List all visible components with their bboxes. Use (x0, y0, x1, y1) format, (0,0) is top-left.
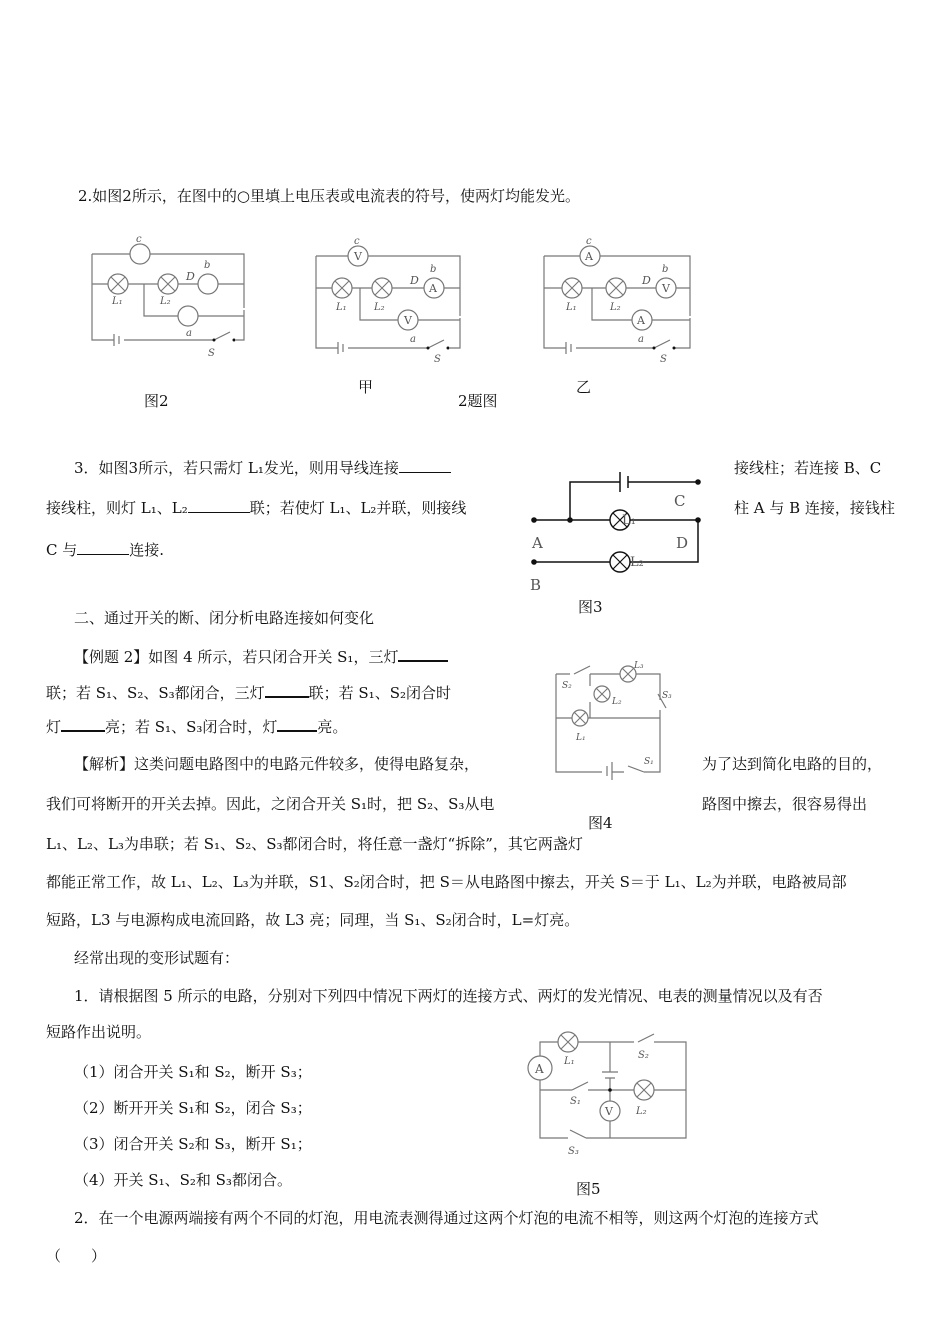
variant-item-3: （3）闭合开关 S₂和 S₃，断开 S₁； (74, 1135, 312, 1153)
figure-4-circuit (550, 660, 690, 780)
analysis-line4: 都能正常工作，故 L₁、L₂、L₃为并联，S1、S₂闭合时，把 S＝从电路图中擦去，开关 S＝于 L₁、L₂为并联，电路被局部 (46, 873, 847, 891)
label-S: S (208, 348, 215, 359)
analysis-line1-b: 为了达到简化电路的目的， (702, 755, 883, 773)
label-b: b (204, 260, 211, 271)
figure-5-circuit (524, 1030, 694, 1160)
meter-V-fig5: V (605, 1105, 613, 1118)
figure-jia-circuit (310, 236, 480, 370)
figure-3-circuit (526, 466, 716, 596)
label-S-jia: S (434, 354, 441, 365)
fig5-caption: 图5 (576, 1180, 601, 1198)
fig5-label-L1: L₁ (564, 1056, 575, 1067)
label-b-yi: b (662, 264, 669, 275)
example-line1-text: 【例题 2】如图 4 所示，若只闭合开关 S₁，三灯 (74, 648, 399, 666)
q3-line3 (46, 540, 164, 560)
example-line3-a: 灯 (46, 718, 62, 736)
fig4-label-S1: S₁ (644, 757, 654, 767)
fig3-label-L1: L₁ (622, 513, 636, 528)
example-line2-b: 联；若 S₁、S₂闭合时 (308, 684, 451, 702)
q3-line1-b: 接线柱；若连接 B、C (734, 459, 882, 477)
example-line3-c: 亮。 (317, 718, 348, 736)
fig2-caption: 图2 (144, 392, 169, 410)
label-c: c (136, 234, 142, 245)
meter-A-fig5: A (535, 1062, 544, 1076)
variants-intro: 经常出现的变形试题有： (74, 949, 240, 967)
label-D: D (186, 270, 195, 283)
analysis-line2-b: 路图中擦去，很容易得出 (702, 795, 868, 813)
label-a-jia: a (410, 334, 416, 345)
blank (398, 646, 448, 662)
example-line3-b: 亮；若 S₁、S₃闭合时，灯 (105, 718, 278, 736)
fig5-label-S2: S₂ (638, 1050, 649, 1061)
label-D-yi: D (642, 274, 651, 287)
q3-line2 (46, 498, 466, 518)
q3-line3-a: C 与 (46, 541, 78, 559)
variant-item-1: （1）闭合开关 S₁和 S₂，断开 S₃； (74, 1063, 312, 1081)
fig3-caption: 图3 (578, 598, 603, 616)
analysis-line5: 短路，L3 与电源构成电流回路，故 L3 亮；同理，当 S₁、S₂闭合时，L=灯亮。 (46, 911, 580, 929)
fig5-label-S3: S₃ (568, 1146, 579, 1157)
label-L2: L₂ (160, 296, 171, 307)
fig2-title-caption: 2题图 (458, 392, 498, 410)
fig4-caption: 图4 (588, 814, 613, 832)
fig5-label-L2: L₂ (636, 1106, 647, 1117)
q3-line2-b: 联；若使灯 L₁、L₂并联，则接线 (249, 499, 467, 517)
label-a: a (186, 328, 192, 339)
q3-line1-a: 3．如图3所示，若只需灯 L₁发光，则用导线连接 (74, 459, 399, 477)
q3-line1 (74, 458, 451, 478)
section2-heading: 二、通过开关的断、闭分析电路连接如何变化 (74, 609, 375, 627)
label-S-yi: S (660, 354, 667, 365)
label-L1-jia: L₁ (336, 302, 347, 313)
label-L2-yi: L₂ (610, 302, 621, 313)
example-line3 (46, 716, 347, 737)
fig3-label-B: B (530, 576, 542, 594)
q3-line3-b: 连接. (129, 541, 165, 559)
figure-yi-circuit (540, 236, 710, 370)
blank (277, 716, 317, 732)
variant-item-2: （2）断开开关 S₁和 S₂，闭合 S₃； (74, 1099, 312, 1117)
fig4-label-L1: L₁ (576, 733, 586, 743)
label-D-jia: D (410, 274, 419, 287)
blank (77, 540, 129, 555)
meter-a-jia: V (404, 314, 412, 327)
variant-q1-line2: 短路作出说明。 (46, 1023, 152, 1041)
variant-q1-line1: 1．请根据图 5 所示的电路，分别对下列四中情况下两灯的连接方式、两灯的发光情况、电表的测量情况以及有否 (74, 987, 823, 1005)
label-c-jia: c (354, 236, 360, 247)
meter-b-yi: V (662, 282, 670, 295)
example-line2 (46, 682, 451, 703)
label-b-jia: b (430, 264, 437, 275)
jia-caption: 甲 (358, 378, 374, 396)
label-c-yi: c (586, 236, 592, 247)
example-line1 (74, 646, 448, 667)
analysis-line1-a: 【解析】这类问题电路图中的电路元件较多，使得电路复杂， (74, 755, 480, 773)
fig4-label-L3: L₃ (634, 661, 644, 671)
meter-b-jia: A (429, 282, 437, 295)
fig5-label-S1: S₁ (570, 1096, 581, 1107)
yi-caption: 乙 (576, 378, 592, 396)
analysis-line3: L₁、L₂、L₃为串联；若 S₁、S₂、S₃都闭合时，将任意一盏灯“拆除”，其它两盏灯 (46, 835, 583, 853)
analysis-line2-a: 我们可将断开的开关去掉。因此，之闭合开关 S₁时，把 S₂、S₃从电 (46, 795, 495, 813)
label-L2-jia: L₂ (374, 302, 385, 313)
fig4-label-L2: L₂ (612, 697, 622, 707)
label-L1-yi: L₁ (566, 302, 577, 313)
example-line2-a: 联；若 S₁、S₂、S₃都闭合，三灯 (46, 684, 265, 702)
meter-c-jia: V (354, 250, 362, 263)
blank (188, 498, 250, 513)
blank (399, 458, 451, 473)
blank (265, 682, 309, 698)
variant-q2-line1: 2．在一个电源两端接有两个不同的灯泡，用电流表测得通过这两个灯泡的电流不相等，则这两个灯泡的连接方式 (74, 1209, 819, 1227)
label-L1: L₁ (112, 296, 123, 307)
variant-q2-line2: （ ） (46, 1247, 107, 1265)
q3-line2-a: 接线柱，则灯 L₁、L₂ (46, 499, 188, 517)
q3-line2-c: 柱 A 与 B 连接，接钱柱 (734, 499, 895, 517)
meter-a-yi: A (637, 314, 645, 327)
figure-2-circuit (86, 232, 256, 362)
fig4-label-S2: S₂ (562, 681, 572, 691)
fig3-label-C: C (674, 492, 686, 510)
label-a-yi: a (638, 334, 644, 345)
q2-text: 2.如图2所示，在图中的○里填上电压表或电流表的符号，使两灯均能发光。 (78, 187, 580, 205)
fig3-label-D: D (676, 534, 689, 552)
blank (61, 716, 105, 732)
meter-c-yi: A (585, 250, 593, 263)
fig3-label-L2: L₂ (630, 555, 644, 570)
fig3-label-A: A (532, 534, 543, 552)
fig4-label-S3: S₃ (662, 691, 672, 701)
variant-item-4: （4）开关 S₁、S₂和 S₃都闭合。 (74, 1171, 292, 1189)
